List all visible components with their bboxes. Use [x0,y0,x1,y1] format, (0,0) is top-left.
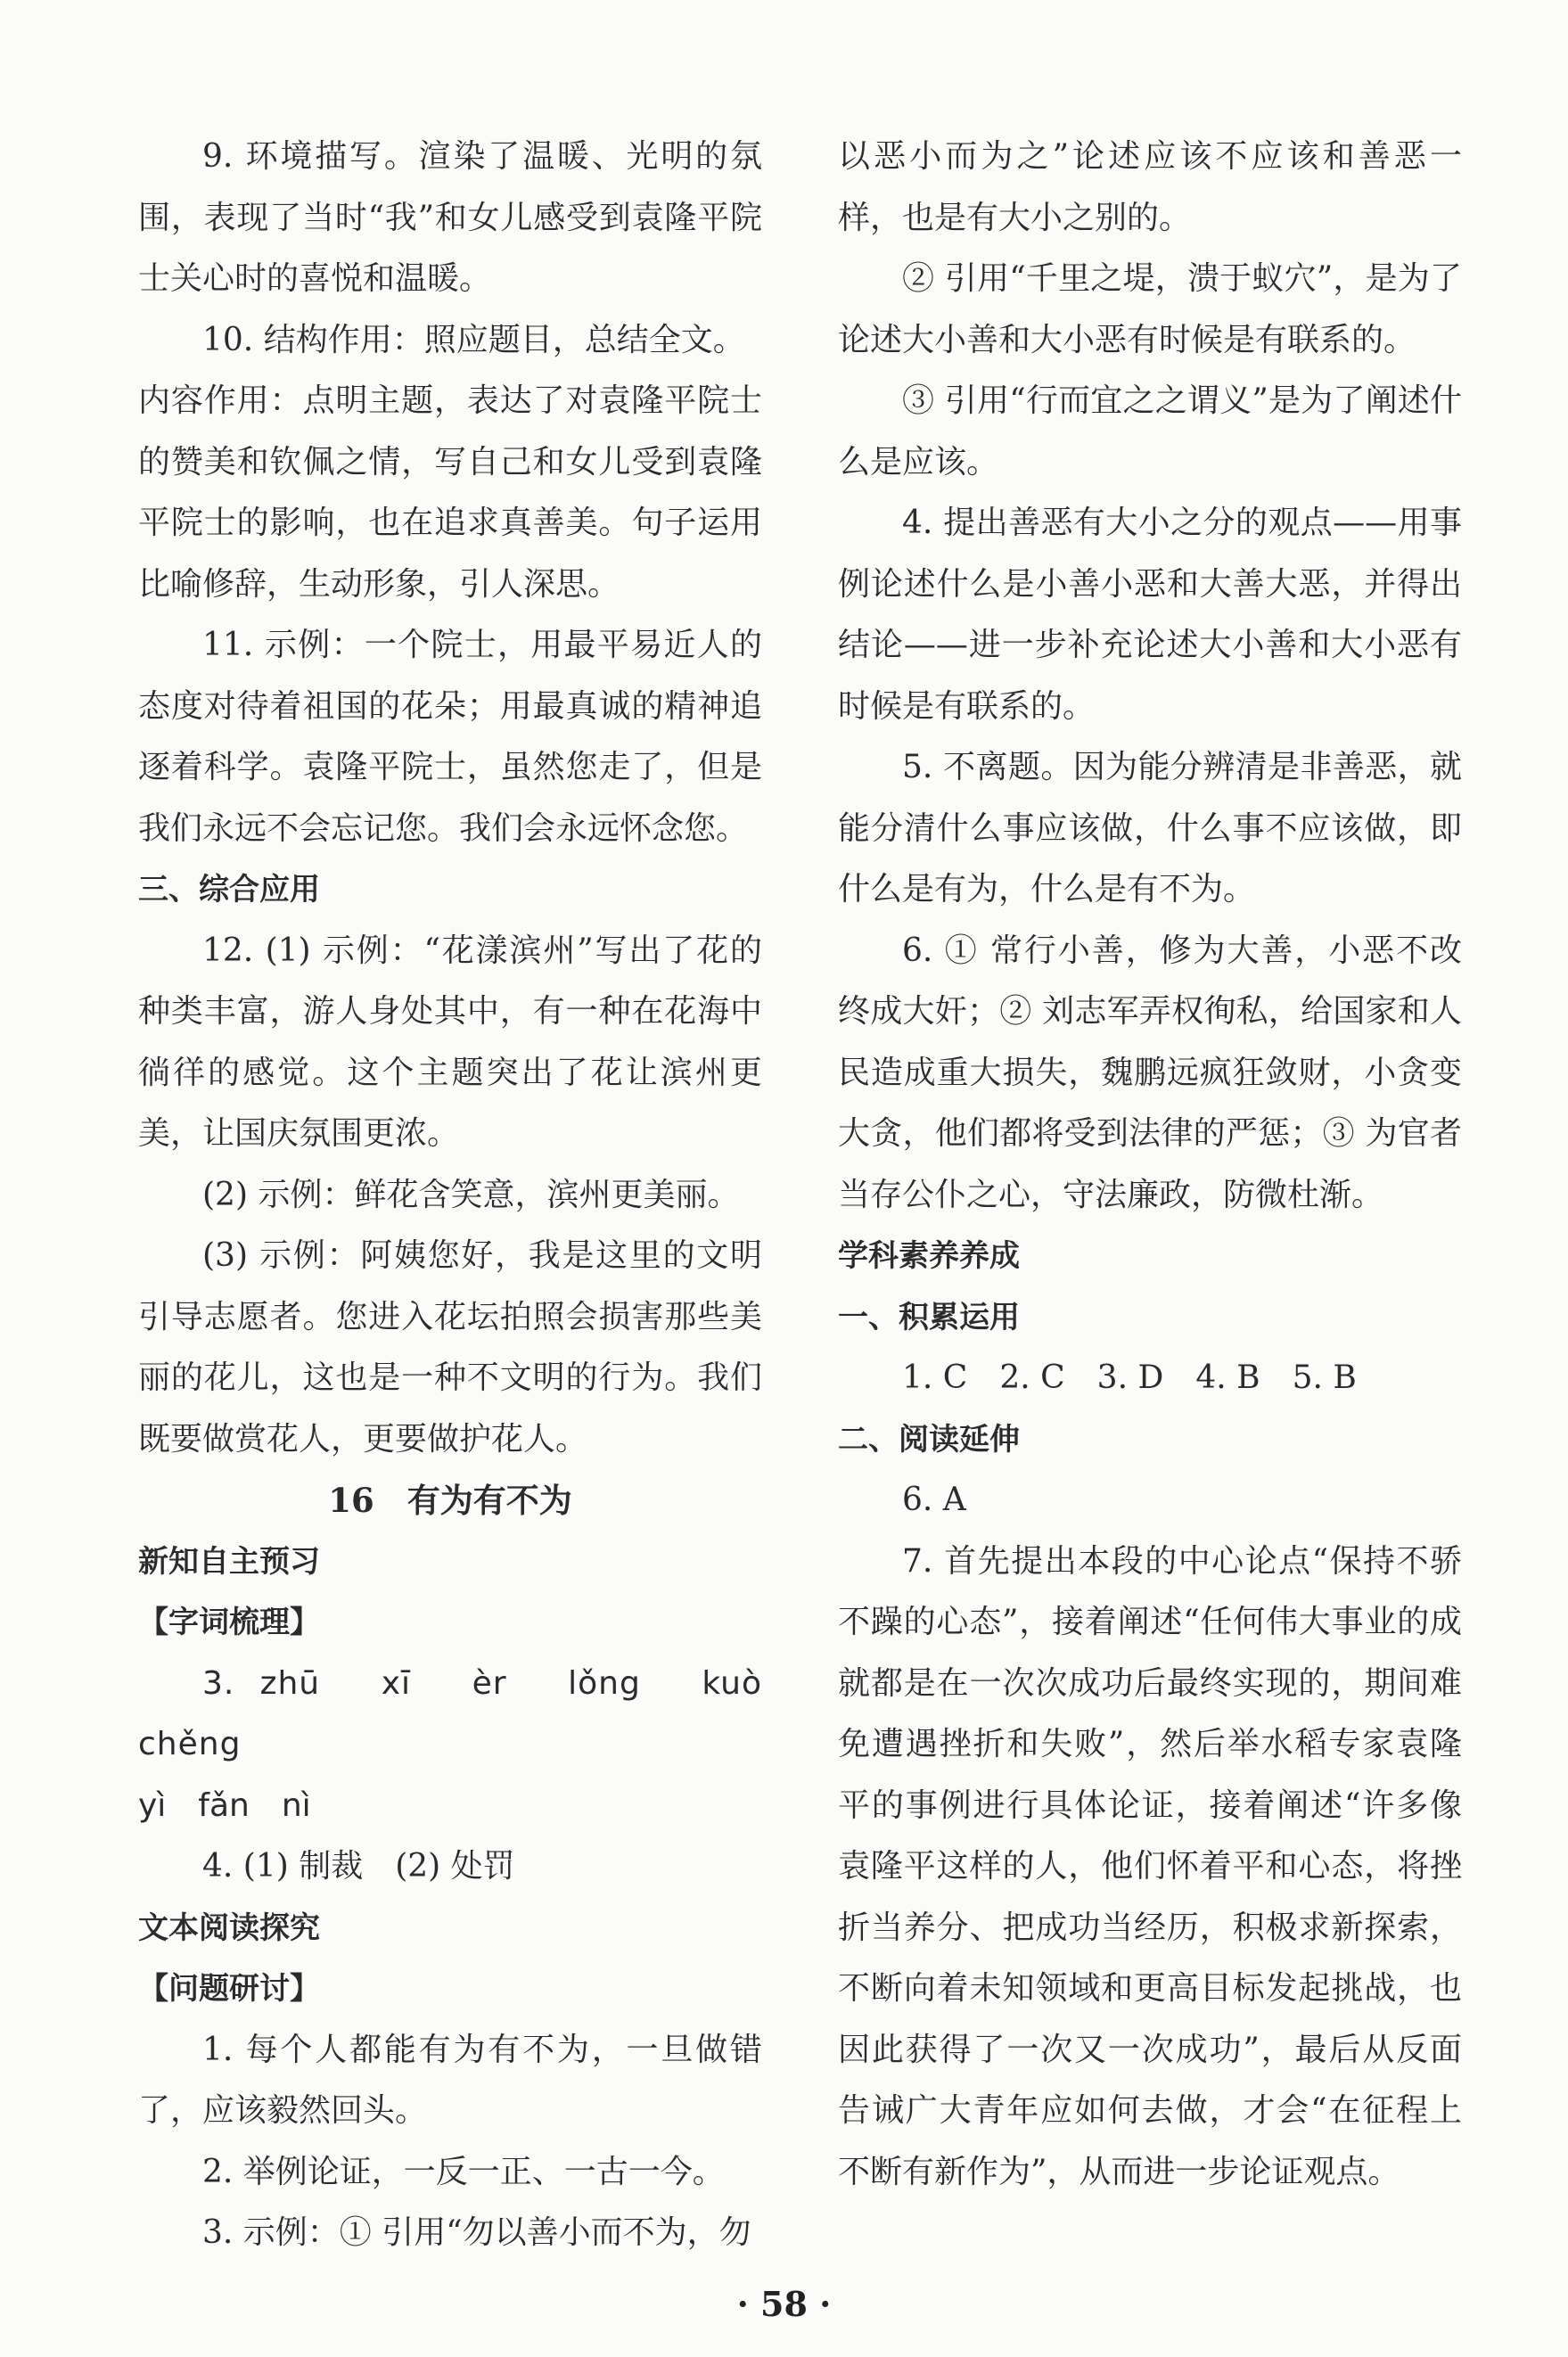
answer-9: 9. 环境描写。渲染了温暖、光明的氛围，表现了当时“我”和女儿感受到袁隆平院士关心时的喜悦和温暖。 [138,138,762,297]
answer-6-choice: 6. A [902,1482,966,1518]
section-heading-extended-reading: 二、阅读延伸 [838,1421,1020,1458]
answer-10-content: 内容作用：点明主题，表达了对袁隆平院士的赞美和钦佩之情，写自己和女儿受到袁隆平院士的影响，也在追求真善美。句子运用比喻修辞，生动形象，引人深思。 [138,382,762,603]
discussion-answer-6: 6. ① 常行小善，修为大善，小恶不改终成大奸；② 刘志军弄权徇私，给国家和人民造成重大损失，魏鹏远疯狂敛财，小贪变大贪，他们都将受到法律的严惩；③ 为官者当存公仆之心，守法廉政，防微杜渐。 [838,932,1462,1213]
discussion-answer-3-part-3: ③ 引用“行而宜之之谓义”是为了阐述什么是应该。 [838,382,1462,480]
discussion-answer-2: 2. 举例论证，一反一正、一古一今。 [202,2153,725,2190]
left-column [138,127,796,2264]
answer-10-structure: 10. 结构作用：照应题目，总结全文。 [202,321,745,358]
page-number: · 58 · [736,2284,832,2324]
section-heading-text-reading: 文本阅读探究 [138,1909,320,1946]
discussion-answer-3-continued: 以恶小而为之”论述应该不应该和善恶一样，也是有大小之别的。 [838,138,1462,236]
discussion-answer-1: 1. 每个人都能有为有不为，一旦做错了，应该毅然回头。 [138,2031,762,2129]
right-column [838,127,1462,2203]
discussion-answer-5: 5. 不离题。因为能分辨清是非善恶，就能分清什么事应该做，什么事不应该做，即什么是有为，什么是有不为。 [838,749,1462,907]
answer-7-analysis: 7. 首先提出本段的中心论点“保持不骄不躁的心态”，接着阐述“任何伟大事业的成就都是在一次次成功后最终实现的，期间难免遭遇挫折和失败”，然后举水稻专家袁隆平的事例进行具体论证，接着阐述“许多像袁隆平这样的人，他们怀着平和心态，将挫折当养分、把成功当经历，积极求新探索，不断向着未知领域和更高目标发起挑战，也因此获得了一次又一次成功”，最后从反面告诫广大青年应如何去做，才会“在征程上不断有新作为”，从而进一步论证观点。 [838,1542,1462,2190]
section-heading-preview: 新知自主预习 [138,1543,320,1580]
answer-11: 11. 示例：一个院士，用最平易近人的态度对待着祖国的花朵；用最真诚的精神追逐着科学。袁隆平院士，虽然您走了，但是我们永远不会忘记您。我们会永远怀念您。 [138,627,762,847]
section-heading-literacy: 学科素养养成 [838,1238,1020,1274]
answer-12-3: (3) 示例：阿姨您好，我是这里的文明引导志愿者。您进入花坛拍照会损害那些美丽的花儿，这也是一种不文明的行为。我们既要做赏花人，更要做护花人。 [138,1237,762,1458]
multiple-choice-answers: 1. C 2. C 3. D 4. B 5. B [902,1359,1357,1396]
lesson-title: 16 有为有不为 [328,1481,572,1520]
answer-12-2: (2) 示例：鲜花含笑意，滨州更美丽。 [202,1176,740,1213]
answer-12-1: 12. (1) 示例：“花漾滨州”写出了花的种类丰富，游人身处其中，有一种在花海中徜徉的感觉。这个主题突出了花让滨州更美，让国庆氛围更浓。 [138,932,762,1152]
discussion-answer-3-part-2: ② 引用“千里之堤，溃于蚁穴”，是为了论述大小善和大小恶有时候是有联系的。 [838,260,1462,358]
section-heading-accumulation: 一、积累运用 [838,1299,1020,1335]
discussion-answer-3: 3. 示例：① 引用“勿以善小而不为，勿 [202,2214,751,2251]
pinyin-line-1: 3. zhū xī èr lǒng kuò chěng [138,1664,796,1762]
subheading-discussion: 【问题研讨】 [138,1971,320,2007]
pinyin-line-2: yì fǎn nì [138,1786,311,1824]
section-heading-comprehensive: 三、综合应用 [138,872,320,907]
answer-4-vocab: 4. (1) 制裁 (2) 处罚 [202,1848,515,1885]
subheading-vocabulary: 【字词梳理】 [138,1605,320,1640]
discussion-answer-4: 4. 提出善恶有大小之分的观点——用事例论述什么是小善小恶和大善大恶，并得出结论——进一步补充论述大小善和大小恶有时候是有联系的。 [838,505,1462,725]
